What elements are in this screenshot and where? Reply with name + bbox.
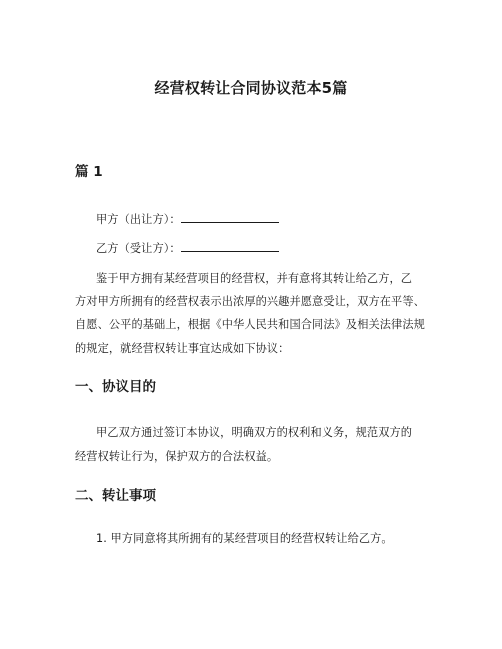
purpose-line: 经营权转让行为，保护双方的合法权益。 [75, 450, 279, 463]
transfer-item-1: 1. 甲方同意将其所拥有的某经营项目的经营权转让给乙方。 [96, 532, 393, 545]
preamble-line: 鉴于甲方拥有某经营项目的经营权，并有意将其转让给乙方，乙 [96, 272, 413, 285]
party-b-blank [181, 240, 279, 252]
purpose-line: 甲乙双方通过签订本协议，明确双方的权利和义务，规范双方的 [96, 426, 413, 439]
preamble-line: 的规定，就经营权转让事宜达成如下协议： [75, 342, 290, 355]
section-heading-transfer: 二、转让事项 [75, 488, 156, 504]
document-title: 经营权转让合同协议范本5篇 [154, 79, 348, 97]
section-heading-purpose: 一、协议目的 [75, 379, 156, 395]
party-b-line [96, 240, 279, 256]
part-heading: 篇 1 [75, 164, 103, 180]
party-b-label: 乙方（受让方）： [96, 242, 181, 255]
preamble-line: 方对甲方所拥有的经营权表示出浓厚的兴趣并愿意受让，双方在平等、 [75, 295, 425, 308]
preamble-line: 自愿、公平的基础上，根据《中华人民共和国合同法》及相关法律法规 [75, 318, 425, 331]
party-a-label: 甲方（出让方）： [96, 213, 181, 226]
party-a-line [96, 211, 279, 227]
party-a-blank [181, 211, 279, 223]
